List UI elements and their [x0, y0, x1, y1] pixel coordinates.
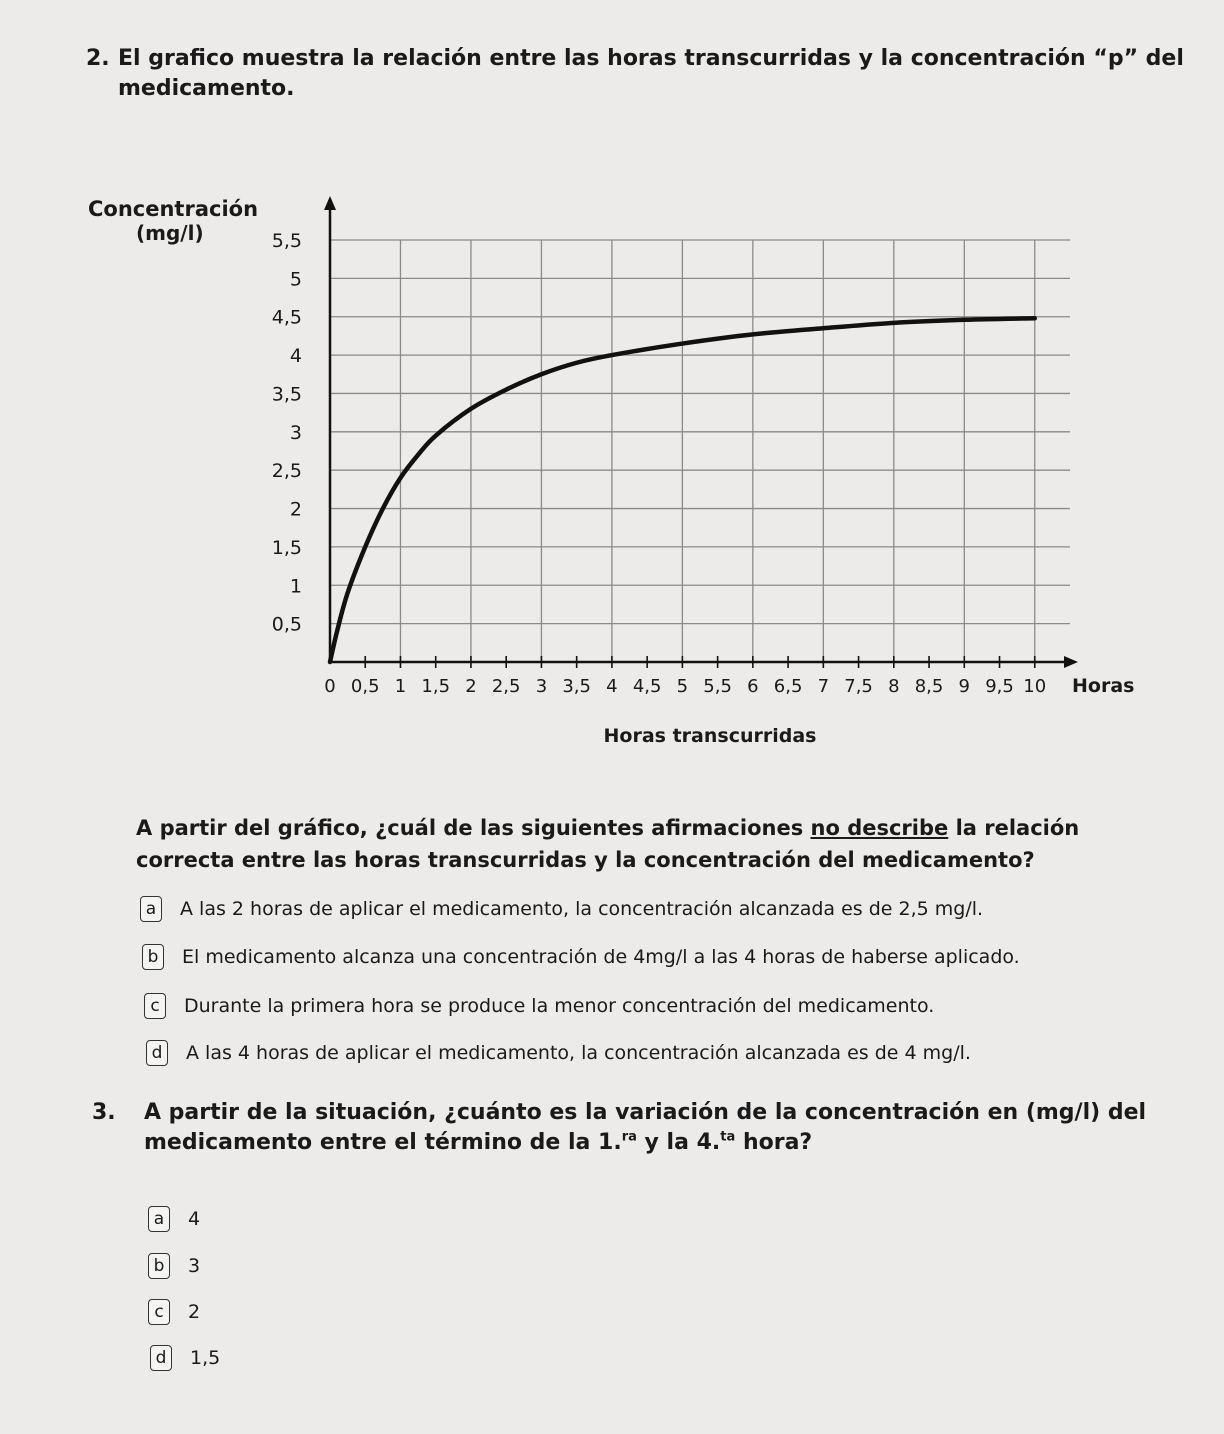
q3-first: 1.	[598, 1130, 622, 1155]
y-axis-unit: (mg/l)	[136, 221, 204, 245]
prompt-underlined: no describe	[810, 816, 949, 840]
option-letter: d	[146, 1040, 168, 1066]
x-axis-end-label: Horas	[1072, 675, 1135, 697]
x-tick-label: 5	[676, 676, 689, 697]
option-letter: c	[144, 993, 166, 1019]
y-tick-label: 4,5	[271, 306, 302, 329]
option-text: 1,5	[190, 1347, 221, 1369]
q3-fourth: 4.	[696, 1130, 721, 1155]
x-tick-label: 2	[465, 676, 477, 697]
x-tick-label: 5,5	[703, 676, 732, 697]
x-tick-label: 2,5	[491, 676, 521, 697]
question-2-prompt	[136, 812, 1176, 876]
x-tick-label: 4	[606, 676, 618, 697]
option-text: 3	[188, 1255, 201, 1277]
y-tick-label: 2	[289, 498, 302, 521]
y-tick-label: 5,5	[271, 230, 302, 252]
prompt-part-2: la relación correcta entre las horas transcurridas y la concentración del medicamento?	[136, 816, 1080, 872]
y-tick-label: 1,5	[271, 536, 302, 559]
x-tick-label: 0,5	[350, 676, 380, 697]
option-text: A las 2 horas de aplicar el medicamento, la concentración alcanzada es de 2,5 mg/l.	[180, 898, 984, 920]
x-tick-label: 4,5	[632, 676, 662, 697]
chart-grid	[330, 240, 1070, 662]
y-tick-label: 1	[289, 575, 302, 598]
option-letter: a	[148, 1206, 170, 1232]
option-letter: b	[142, 944, 164, 970]
q3-middle: y la	[636, 1130, 697, 1155]
x-axis-title: Horas transcurridas	[603, 725, 817, 747]
q2-option-b[interactable]	[142, 944, 1020, 970]
x-tick-label: 6,5	[773, 676, 803, 697]
option-text: 2	[188, 1301, 201, 1323]
question-3-heading	[92, 1098, 1202, 1158]
q3-option-d[interactable]	[150, 1345, 220, 1371]
y-tick-label: 2,5	[271, 460, 302, 483]
question-text: El grafico muestra la relación entre las horas transcurridas y la concentración “p” del medicamento.	[118, 46, 1184, 101]
concentration-chart	[60, 180, 1160, 760]
x-tick-label: 8	[888, 676, 900, 697]
question-number: 2.	[86, 46, 110, 71]
q3-text-part-2: hora?	[735, 1130, 813, 1155]
option-text: 4	[188, 1208, 201, 1230]
q3-option-c[interactable]	[148, 1299, 200, 1325]
option-letter: c	[148, 1299, 170, 1325]
x-tick-label: 1,5	[421, 676, 451, 697]
q3-option-a[interactable]	[148, 1206, 200, 1232]
y-tick-label: 0,5	[271, 613, 302, 636]
option-text: A las 4 horas de aplicar el medicamento, la concentración alcanzada es de 4 mg/l.	[186, 1042, 971, 1064]
q2-option-c[interactable]	[144, 993, 934, 1019]
option-text: Durante la primera hora se produce la menor concentración del medicamento.	[184, 995, 935, 1017]
question-number: 3.	[92, 1100, 116, 1125]
prompt-part-1: A partir del gráfico, ¿cuál de las siguientes afirmaciones	[136, 816, 811, 840]
q2-option-a[interactable]	[140, 896, 983, 922]
x-tick-label: 7	[817, 676, 830, 697]
y-tick-label: 3	[289, 421, 302, 444]
q3-first-sup: ra	[621, 1129, 637, 1145]
q3-text-part-1: A partir de la situación, ¿cuánto es la variación de la concentración en (mg/l) del medicamento entre el término de la	[144, 1100, 1147, 1155]
option-letter: a	[140, 896, 162, 922]
x-tick-label: 6	[747, 676, 759, 697]
option-text: El medicamento alcanza una concentración de 4mg/l a las 4 horas de haberse aplicado.	[182, 946, 1020, 968]
q3-option-b[interactable]	[148, 1253, 200, 1279]
x-tick-label: 0	[324, 676, 336, 697]
x-tick-label: 1	[394, 676, 407, 697]
y-axis-title: Concentración	[88, 197, 259, 221]
q3-fourth-sup: ta	[720, 1129, 736, 1145]
x-tick-label: 8,5	[914, 676, 944, 697]
y-tick-label: 4	[289, 345, 302, 368]
option-letter: d	[150, 1345, 172, 1371]
question-text	[144, 1098, 1202, 1158]
x-tick-label: 3	[535, 676, 548, 697]
y-tick-label: 3,5	[271, 383, 302, 406]
option-letter: b	[148, 1253, 170, 1279]
y-axis-arrow	[324, 196, 336, 210]
x-tick-label: 9	[958, 676, 971, 697]
q2-option-d[interactable]	[146, 1040, 971, 1066]
x-axis-arrow	[1064, 656, 1078, 668]
x-tick-label: 9,5	[985, 676, 1014, 697]
x-tick-label: 10	[1023, 676, 1047, 697]
question-2-heading	[86, 44, 1196, 104]
x-tick-label: 7,5	[844, 676, 873, 697]
y-tick-label: 5	[289, 268, 302, 291]
x-tick-label: 3,5	[562, 676, 591, 697]
